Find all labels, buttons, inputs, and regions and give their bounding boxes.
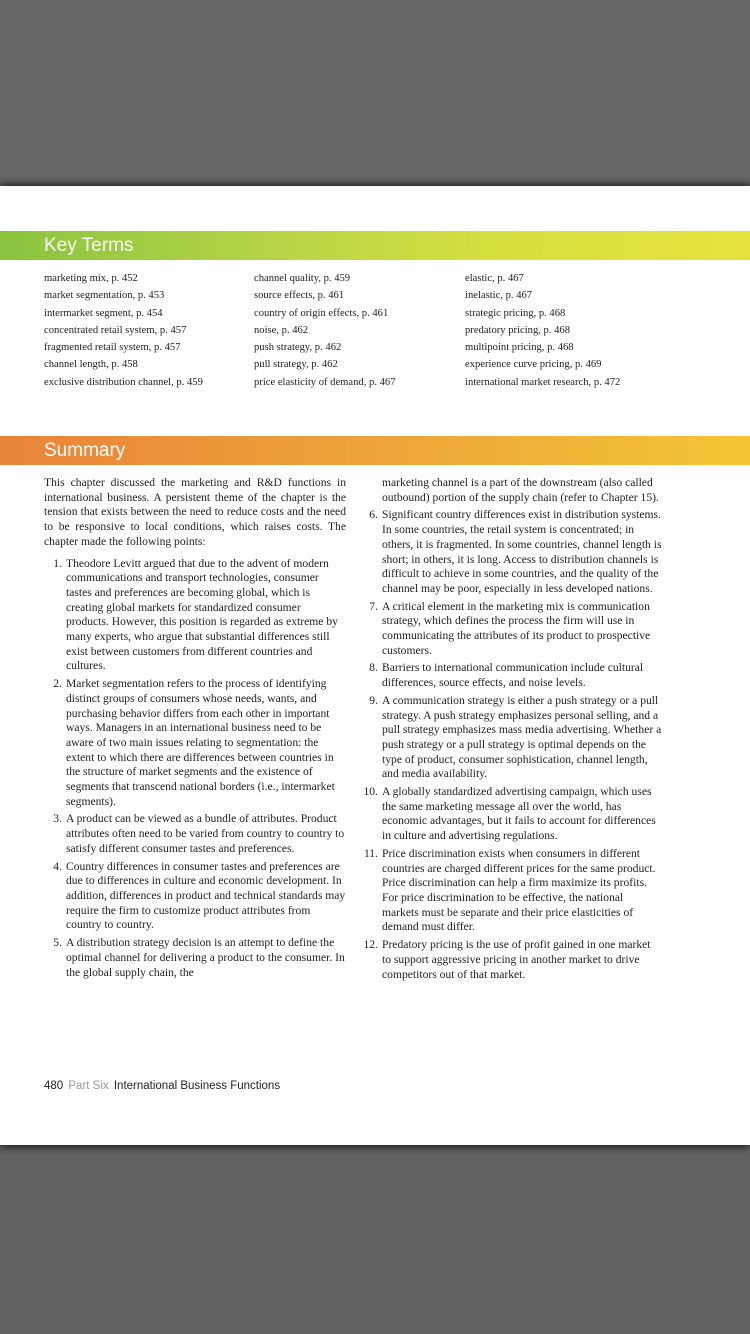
point-number: 12. [363, 938, 378, 952]
point-number: 3. [53, 812, 62, 826]
summary-point [363, 938, 662, 982]
key-terms-header [0, 231, 750, 260]
point-number: 8. [369, 661, 378, 675]
summary-point [44, 677, 346, 809]
point-text: Barriers to international communication include cultural differences, source effects, and noise levels. [382, 661, 644, 690]
key-term: country of origin effects, p. 461 [254, 307, 389, 319]
key-term: pull strategy, p. 462 [254, 359, 338, 371]
viewer-background-top [0, 0, 750, 186]
key-terms-title: Key Terms [44, 235, 134, 256]
key-term: source effects, p. 461 [254, 290, 345, 302]
key-terms-column-1 [44, 270, 203, 391]
key-term: strategic pricing, p. 468 [465, 307, 566, 319]
key-term: noise, p. 462 [254, 324, 309, 336]
key-term: multipoint pricing, p. 468 [465, 342, 574, 354]
summary-point [369, 599, 662, 659]
point-number: 1. [53, 556, 62, 570]
key-term: elastic, p. 467 [465, 273, 524, 284]
summary-point [369, 508, 662, 596]
summary-header [0, 436, 750, 465]
key-term: push strategy, p. 462 [254, 342, 342, 354]
point-number: 6. [369, 508, 378, 522]
summary-point [363, 785, 662, 844]
point-5-continuation: marketing channel is a part of the downstream (also called outbound) portion of the supply chain (refer to Chapter 15). [382, 476, 659, 504]
page-footer [44, 1080, 280, 1092]
point-number: 7. [369, 599, 378, 613]
point-number: 9. [369, 693, 378, 707]
point-text: A product can be viewed as a bundle of attributes. Product attributes often need to be varied from country to country to satisfy different consumer tastes and preferences. [66, 812, 345, 855]
key-term: fragmented retail system, p. 457 [44, 342, 181, 354]
point-text: A globally standardized advertising campaign, which uses the same marketing message all over the world, has economic advantages, but it fails to account for differences in culture and advertising regulations. [382, 785, 656, 843]
key-term: concentrated retail system, p. 457 [44, 324, 187, 336]
key-term: international market research, p. 472 [465, 376, 621, 388]
point-number: 10. [363, 785, 378, 799]
key-terms-column-2 [254, 270, 396, 391]
point-text: A critical element in the marketing mix is communication strategy, which defines the process the firm will use in communicating the attributes of its product to prospective customers. [382, 599, 651, 657]
point-text: Significant country differences exist in distribution systems. In some countries, the retail system is concentrated; in others, it is fragmented. In some countries, channel length is short; in others, it is long. Access to distribution channels is difficult to achieve in some countries, and the quality of the channel may be poor, especially in less developed nations. [382, 508, 662, 595]
book-page[interactable] [0, 186, 750, 1145]
key-term: predatory pricing, p. 468 [465, 324, 571, 336]
summary-title: Summary [44, 440, 126, 461]
summary-point [44, 936, 346, 980]
section-title: International Business Functions [113, 1080, 281, 1092]
point-text: Market segmentation refers to the process of identifying distinct groups of consumers whose needs, wants, and purchasing behavior differs from each other in important ways. Managers in an international business need to be aware of two main issues relating to segmentation: the extent to which there are differences between countries in the structure of market segments and the existence of segments that transcend national borders (i.e., intermarket segments). [66, 677, 335, 808]
key-term: marketing mix, p. 452 [44, 273, 138, 284]
summary-intro: This chapter discussed the marketing and R&D functions in international business. A persistent theme of the chapter is the tension that exists between the need to reduce costs and the need to be responsive to local conditions, which raises costs. The chapter made the following points: [44, 476, 346, 548]
point-number: 5. [53, 936, 62, 950]
point-text: A distribution strategy decision is an attempt to define the optimal channel for delivering a product to the consumer. In the global supply chain, the [66, 936, 345, 979]
summary-point [369, 693, 662, 782]
key-terms-column-3 [465, 270, 620, 391]
summary-column-left [44, 476, 346, 983]
key-term: intermarket segment, p. 454 [44, 307, 163, 319]
part-label: Part Six [68, 1080, 109, 1092]
summary-column-right [363, 476, 662, 985]
point-number: 11. [363, 846, 378, 860]
summary-point [44, 812, 346, 856]
summary-point [369, 661, 662, 690]
point-text: Price discrimination exists when consumers in different countries are charged different prices for the same product. Price discrimination can help a firm maximize its profits. For price discrimination to be effective, the national markets must be separate and their price elasticities of demand must differ. [382, 846, 656, 934]
key-term: channel length, p. 458 [44, 359, 138, 371]
key-term: channel quality, p. 459 [254, 273, 351, 284]
key-term: inelastic, p. 467 [465, 290, 533, 302]
point-text: Predatory pricing is the use of profit gained in one market to support aggressive pricing in another market to drive competitors out of that market. [382, 938, 651, 981]
summary-point [363, 846, 662, 935]
point-text: Country differences in consumer tastes and preferences are due to differences in culture and economic development. In addition, differences in product and technical standards may require the firm to customize product attributes from country to country. [66, 859, 346, 932]
key-term: price elasticity of demand, p. 467 [254, 376, 396, 388]
key-term: exclusive distribution channel, p. 459 [44, 376, 203, 388]
page-number: 480 [44, 1080, 64, 1092]
point-text: A communication strategy is either a push strategy or a pull strategy. A push strategy emphasizes personal selling, and a pull strategy emphasizes mass media advertising. Whether a push strategy or a pull strategy is optimal depends on the type of product, consumer sophistication, channel length, and media availability. [382, 693, 662, 781]
summary-point [44, 860, 346, 934]
point-number: 4. [53, 859, 62, 873]
point-number: 2. [53, 677, 62, 691]
key-term: market segmentation, p. 453 [44, 290, 165, 302]
key-term: experience curve pricing, p. 469 [465, 359, 602, 371]
point-text: Theodore Levitt argued that due to the advent of modern communications and transport technologies, consumer tastes and preferences are becoming global, which is creating global markets for standardized consumer products. However, this position is regarded as extreme by many experts, who argue that substantial differences still exist between customers from different countries and cultures. [66, 556, 338, 673]
summary-point [44, 557, 346, 675]
